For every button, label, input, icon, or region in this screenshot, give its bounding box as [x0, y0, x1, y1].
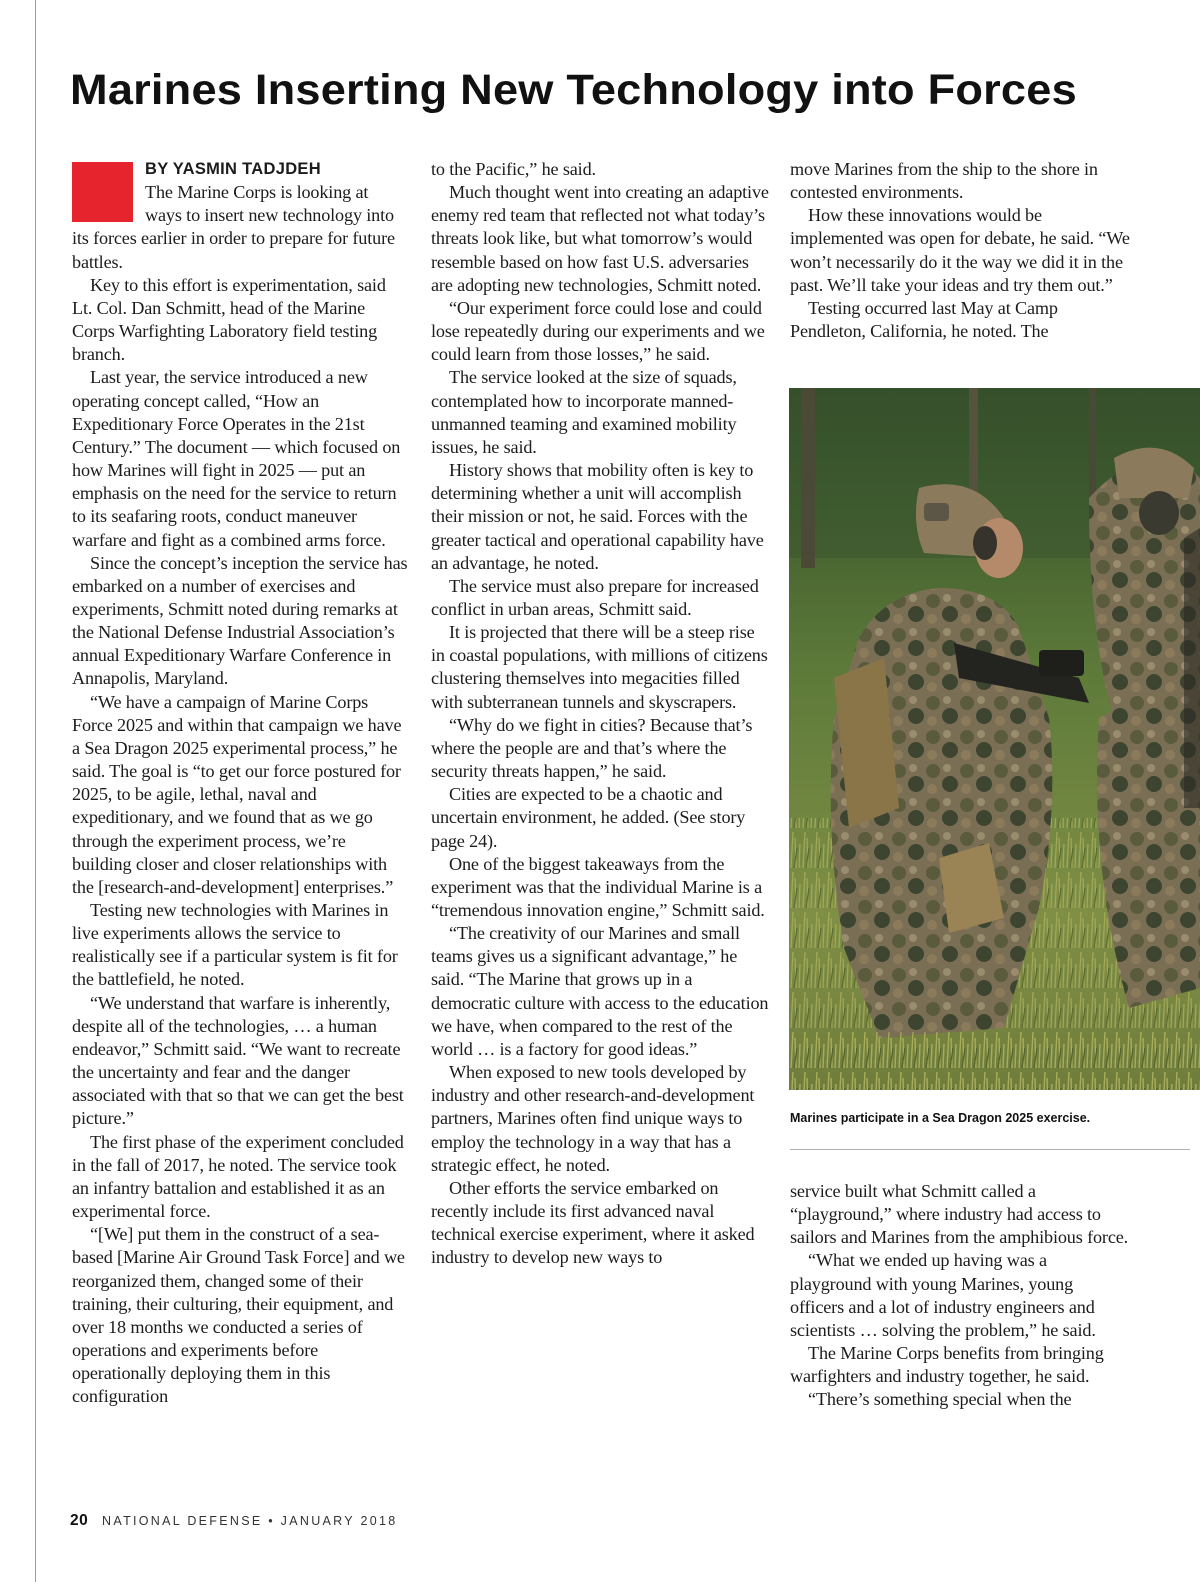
paragraph: “What we ended up having was a playground with young Marines, young officers and a lot of industry engineers and scientists … solving the problem,” he said. [790, 1250, 1096, 1340]
paragraph: Testing occurred last May at Camp Pendleton, California, he noted. The [790, 297, 1058, 342]
article-column-3-bottom [790, 1180, 1130, 1412]
marines-photo [789, 388, 1200, 1090]
paragraph: to the Pacific,” he said. [431, 159, 596, 179]
paragraph: move Marines from the ship to the shore in contested environments. [790, 159, 1098, 203]
article-column-2 [431, 158, 769, 1270]
paragraph: The first phase of the experiment concluded in the fall of 2017, he noted. The service took an infantry battalion and established it as an experimental force. [72, 1131, 404, 1222]
paragraph: “The creativity of our Marines and small teams gives us a significant advantage,” he said. “The Marine that grows up in a democratic culture with access to the education we have, when compared to the rest of the world … is a factory for good ideas.” [431, 923, 769, 1059]
paragraph: “There’s something special when the [808, 1389, 1072, 1410]
photo-caption: Marines participate in a Sea Dragon 2025 exercise. [790, 1111, 1091, 1125]
article-column-1 [72, 158, 408, 1408]
paragraph: When exposed to new tools developed by industry and other research-and-development partners, Marines often find unique ways to employ the technology in a way that has a strategic effect, he noted. [431, 1062, 755, 1175]
paragraph: “[We] put them in the construct of a sea-based [Marine Air Ground Task Force] and we reorganized them, changed some of their training, their culturing, their equipment, and over 18 months we conducted a series of operations and experiments before operationally deploying them in this configuration [72, 1224, 405, 1407]
publication-info: NATIONAL DEFENSE • JANUARY 2018 [102, 1514, 398, 1528]
paragraph: “We understand that warfare is inherently, despite all of the technologies, … a human endeavor,” Schmitt said. “We want to recreate the uncertainty and fear and the danger associated with that so that we can get the best picture.” [72, 992, 404, 1129]
paragraph: The service must also prepare for increased conflict in urban areas, Schmitt said. [431, 575, 759, 619]
section-marker-red-square [72, 162, 133, 222]
paragraph: The Marine Corps is looking at ways to insert new technology into its forces earlier in order to prepare for future battles. [72, 182, 395, 272]
paragraph: Cities are expected to be a chaotic and uncertain environment, he added. (See story page 24). [431, 784, 746, 851]
paragraph: “Why do we fight in cities? Because that’s where the people are and that’s where the security threats happen,” he said. [431, 714, 753, 782]
paragraph: How these innovations would be implemented was open for debate, he said. “We won’t necessarily do it the way we did it in the past. We’ll take your ideas and try them out.” [790, 205, 1130, 295]
paragraph: The Marine Corps benefits from bringing warfighters and industry together, he said. [790, 1343, 1104, 1387]
paragraph: “Our experiment force could lose and could lose repeatedly during our experiments and we could learn from those losses,” he said. [431, 297, 765, 365]
paragraph: Last year, the service introduced a new operating concept called, “How an Expeditionary Force Operates in the 21st Century.” The document — which focused on how Marines will fight in 2025 — put an emphasis on the need for the service to return to its seafaring roots, conduct maneuver warfare and fight as a combined arms force. [72, 367, 401, 550]
paragraph: Other efforts the service embarked on recently include its first advanced naval technical exercise experiment, where it asked industry to develop new ways to [431, 1177, 755, 1268]
paragraph: Key to this effort is experimentation, said Lt. Col. Dan Schmitt, head of the Marine Corps Warfighting Laboratory field testing branch. [72, 274, 386, 365]
page-footer [70, 1512, 397, 1530]
paragraph: “We have a campaign of Marine Corps Force 2025 and within that campaign we have a Sea Dragon 2025 experimental process,” he said. The goal is “to get our force postured for 2025, to be agile, lethal, naval and expeditionary, and we found that as we go through the experiment process, we’re building closer and closer relationships with the [research-and-development] enterprises.” [72, 691, 402, 897]
paragraph: One of the biggest takeaways from the experiment was that the individual Marine is a “tremendous innovation engine,” Schmitt said. [431, 853, 765, 920]
paragraph: Much thought went into creating an adaptive enemy red team that reflected not what today’s threats look like, but what tomorrow’s would resemble based on how fast U.S. adversaries are adopting new technologies, Schmitt noted. [431, 182, 769, 295]
caption-divider [790, 1149, 1190, 1150]
paragraph: History shows that mobility often is key to determining whether a unit will accomplish their mission or not, he said. Forces with the greater tactical and operational capability have an advantage, he noted. [431, 460, 764, 573]
paragraph: The service looked at the size of squads, contemplated how to incorporate manned-unmanned teaming and examined mobility issues, he said. [431, 367, 737, 457]
paragraph: service built what Schmitt called a “playground,” where industry had access to sailors and Marines from the amphibious force. [790, 1181, 1129, 1248]
article-headline: Marines Inserting New Technology into Forces [70, 66, 1077, 114]
page-margin-rule [35, 0, 36, 1582]
byline: BY YASMIN TADJDEH [145, 160, 321, 178]
paragraph: Testing new technologies with Marines in live experiments allows the service to realistically see if a particular system is fit for the battlefield, he noted. [72, 900, 398, 990]
paragraph: It is projected that there will be a steep rise in coastal populations, with millions of citizens clustering themselves into megacities filled with subterranean tunnels and skyscrapers. [431, 622, 768, 712]
page-number: 20 [70, 1512, 89, 1529]
article-column-3-top [790, 158, 1130, 343]
paragraph: Since the concept’s inception the service has embarked on a number of exercises and experiments, Schmitt noted during remarks at the National Defense Industrial Association’s annual Expeditionary Warfare Conference in Annapolis, Maryland. [72, 552, 408, 689]
